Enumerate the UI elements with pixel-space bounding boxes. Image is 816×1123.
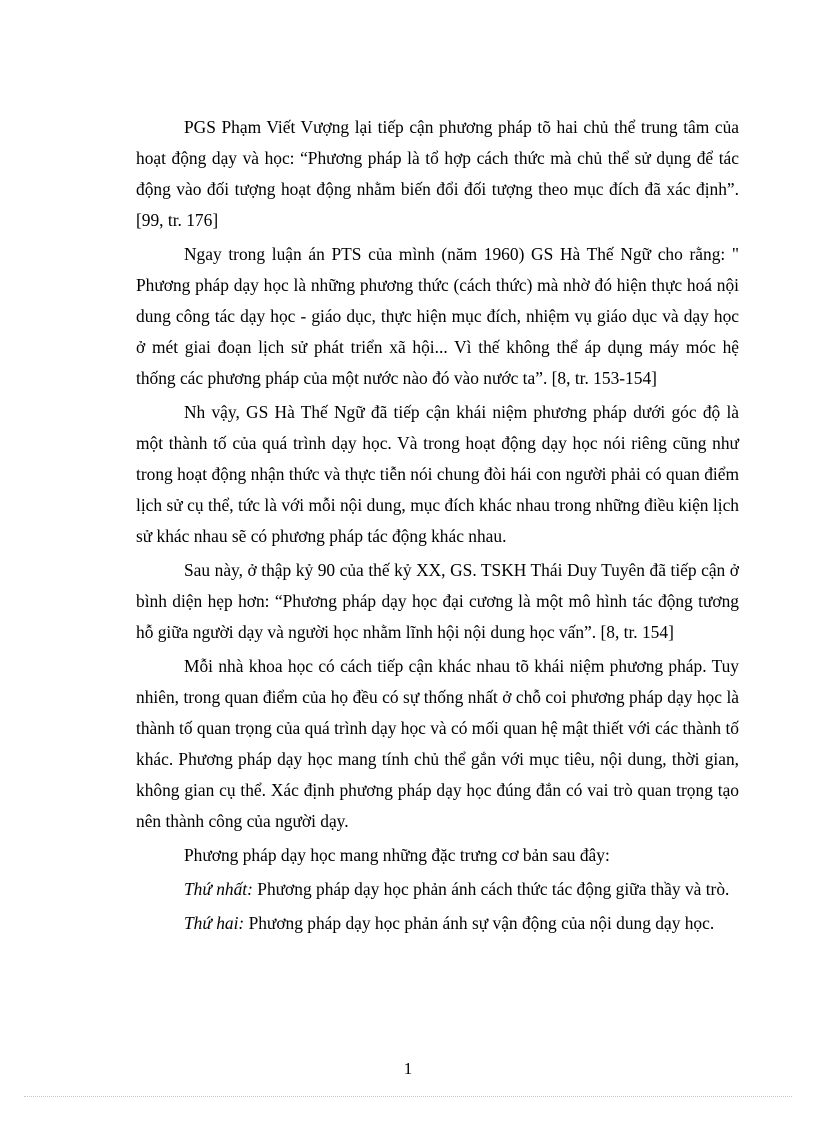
paragraph-4: Sau này, ở thập kỷ 90 của thế kỷ XX, GS. TSKH Thái Duy Tuyên đã tiếp cận ở bình diện hẹp hơn: “Phương pháp dạy học đại cương là một mô hình tác động tương hỗ giữa người dạy và người học nhằm lĩnh hội nội dung học vấn”. [8, tr. 154] bbox=[136, 560, 739, 642]
paragraph-7 bbox=[136, 874, 739, 905]
paragraph-1: PGS Phạm Viết Vượng lại tiếp cận phương pháp tõ hai chủ thể trung tâm của hoạt động dạy và học: “Phương pháp là tổ hợp cách thức mà chủ thể sử dụng để tác động vào đối tượng hoạt động nhằm biến đổi đối tượng theo mục đích đã xác định”. [99, tr. 176] bbox=[136, 117, 739, 230]
paragraph-8-lead: Thứ hai: bbox=[184, 913, 245, 933]
paragraph-7-text: Phương pháp dạy học phản ánh cách thức tác động giữa thầy và trò. bbox=[252, 879, 730, 899]
paragraph-8-text: Phương pháp dạy học phản ánh sự vận động của nội dung dạy học. bbox=[244, 913, 715, 933]
paragraph-7-lead: Thứ nhất: bbox=[184, 879, 253, 899]
paragraph-5: Mỗi nhà khoa học có cách tiếp cận khác nhau tõ khái niệm phương pháp. Tuy nhiên, trong quan điểm của họ đều có sự thống nhất ở chỗ coi phương pháp dạy học là thành tố quan trọng của quá trình dạy học và có mối quan hệ mật thiết với các thành tố khác. Phương pháp dạy học mang tính chủ thể gắn với mục tiêu, nội dung, thời gian, không gian cụ thể. Xác định phương pháp dạy học đúng đắn có vai trò quan trọng tạo nên thành công của người dạy. bbox=[136, 656, 739, 831]
page-number: 1 bbox=[403, 1059, 413, 1078]
paragraph-2: Ngay trong luận án PTS của mình (năm 1960) GS Hà Thế Ngữ cho rằng: " Phương pháp dạy học là những phương thức (cách thức) mà nhờ đó hiện thực hoá nội dung công tác dạy học - giáo dục, thực hiện mục đích, nhiệm vụ giáo dục và dạy học ở mét giai đoạn lịch sử phát triển xã hội... Vì thế không thể áp dụng máy móc hệ thống các phương pháp của một nước nào đó vào nước ta”. [8, tr. 153-154] bbox=[136, 244, 739, 388]
paragraph-8 bbox=[136, 908, 739, 939]
paragraph-6: Phương pháp dạy học mang những đặc trưng cơ bản sau đây: bbox=[184, 845, 610, 865]
paragraph-3: Nh vậy, GS Hà Thế Ngữ đã tiếp cận khái niệm phương pháp dưới góc độ là một thành tố của quá trình dạy học. Và trong hoạt động dạy học nói riêng cũng như trong hoạt động nhận thức và thực tiễn nói chung đòi hái con người phải có quan điểm lịch sử cụ thể, tức là với mỗi nội dung, mục đích khác nhau trong những điều kiện lịch sử khác nhau sẽ có phương pháp tác động khác nhau. bbox=[136, 402, 739, 546]
page-bottom-divider bbox=[24, 1096, 792, 1097]
document-body bbox=[136, 112, 739, 939]
